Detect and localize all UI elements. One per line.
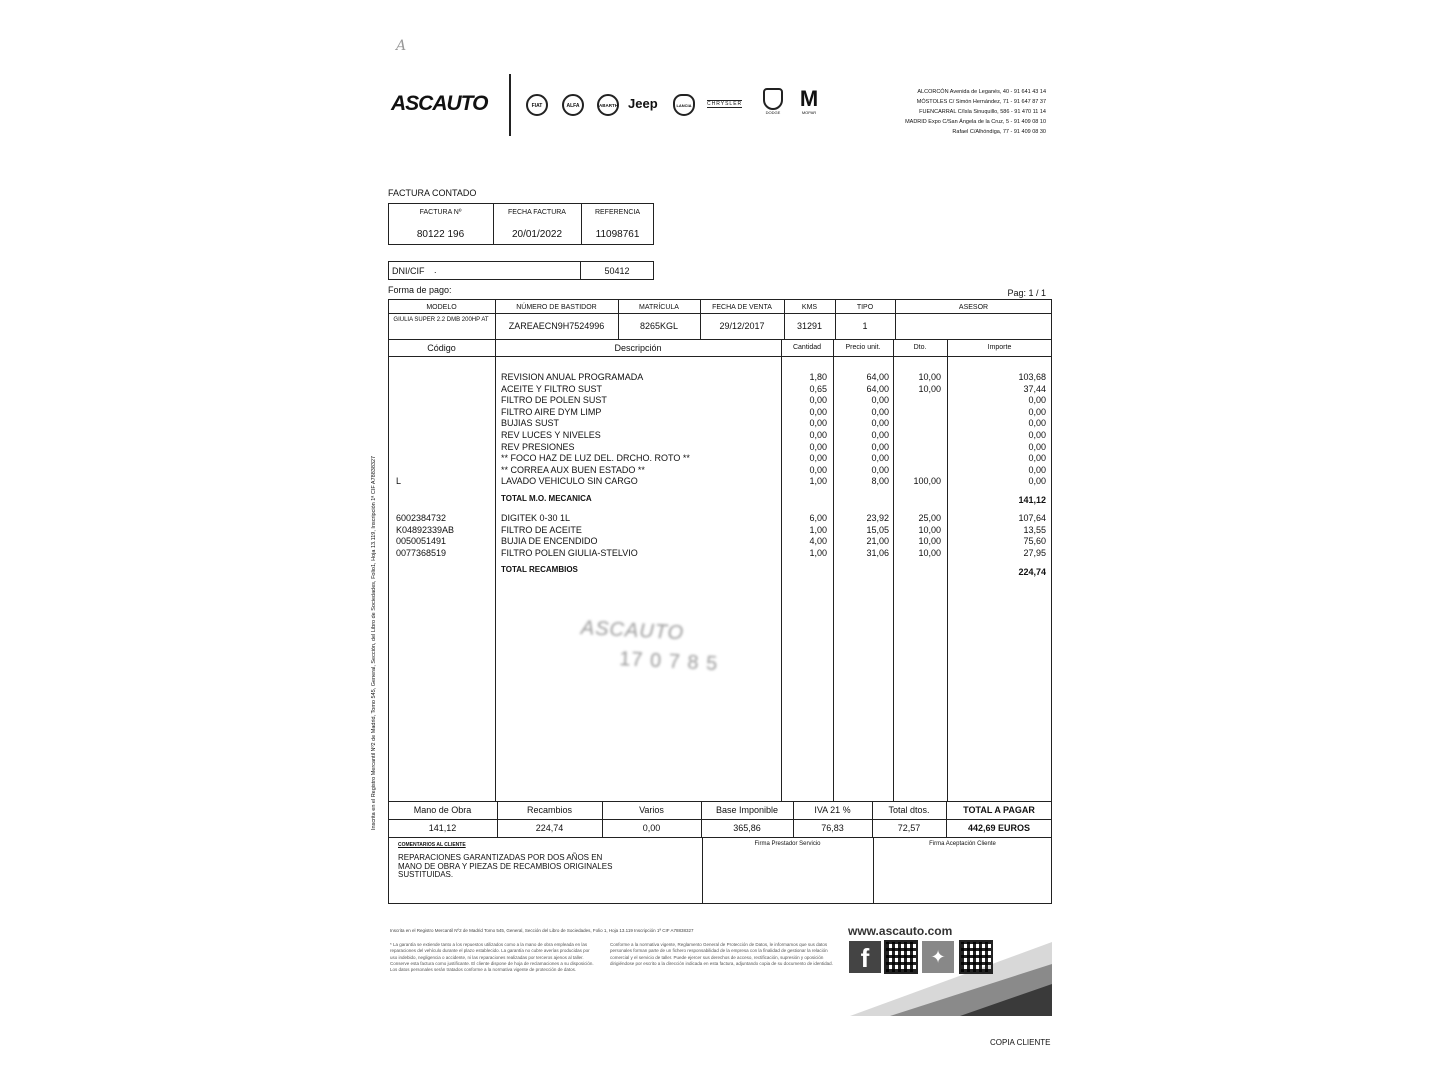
item-qty: 1,00 [809, 524, 827, 535]
items-header-price: Precio unit. [845, 344, 881, 351]
item-dto [896, 407, 941, 419]
parts-total: 224,74 [1018, 567, 1046, 577]
dni-mark: . [434, 265, 437, 275]
comments-label: COMENTARIOS AL CLIENTE [398, 842, 466, 848]
item-code [396, 430, 491, 442]
vehicle-header: KMS [801, 304, 818, 311]
item-dto [896, 395, 941, 407]
item-dto [896, 430, 941, 442]
vehicle-row-bottom [388, 339, 1052, 340]
item-code [396, 384, 491, 396]
parts-qty [784, 513, 827, 559]
item-price: 0,00 [871, 418, 889, 429]
invoice-ref: 11098761 [595, 229, 640, 240]
item-amount: 0,00 [1028, 395, 1046, 406]
parts-dto [896, 513, 941, 559]
comment-line: MANO DE OBRA Y PIEZAS DE RECAMBIOS ORIGINALES [398, 861, 613, 871]
item-amount: 0,00 [1028, 441, 1046, 452]
items-header-amount: Importe [987, 344, 1012, 351]
item-dto: 25,00 [918, 513, 941, 523]
payment-label: Forma de pago: [388, 285, 452, 295]
item-code [396, 453, 491, 465]
item-dto [896, 453, 941, 465]
item-desc: DIGITEK 0-30 1L [501, 513, 571, 523]
item-qty: 1,00 [809, 476, 827, 487]
total-labor: 141,12 [428, 823, 457, 833]
vehicle-sale-date: 29/12/2017 [719, 321, 765, 331]
total-to-pay: 442,69 EUROS [967, 823, 1031, 833]
registry-side-text: Inscrita en el Registro Mercantil Nº2 de Madrid, Tomo 545, General, Sección, del Libro de Sociedades, Folio1, Hoja 13.119, Inscripción 1ª CIF A78838327 [371, 455, 377, 830]
totals-bottom [388, 837, 1052, 838]
items-col [893, 339, 894, 801]
item-amount: 0,00 [1028, 476, 1046, 487]
item-dto: 10,00 [918, 547, 941, 558]
item-amount: 103,68 [1018, 372, 1046, 382]
totals-top [388, 801, 1052, 802]
vehicle-plate: 8265KGL [639, 321, 679, 331]
signature-client-label: Firma Aceptación Cliente [929, 841, 996, 847]
totals-header: Total dtos. [888, 805, 930, 815]
dni-value: 50412 [604, 266, 630, 276]
stamp-line: ASCAUTO [580, 617, 685, 645]
item-dto [896, 418, 941, 430]
item-amount: 0,00 [1028, 418, 1046, 429]
qr-code-icon [959, 940, 993, 974]
item-price: 0,00 [871, 464, 889, 475]
stamp-line: 17 0 7 8 5 [618, 648, 719, 676]
vehicle-vin: ZAREAECN9H7524996 [508, 321, 605, 331]
address-line: Rafael C/Alhóndiga, 77 - 91 409 08 30 [952, 129, 1046, 135]
item-amount: 13,55 [1023, 524, 1046, 535]
item-dto: 10,00 [918, 524, 941, 535]
item-amount: 0,00 [1028, 453, 1046, 464]
item-qty: 0,00 [809, 418, 827, 429]
item-amount: 37,44 [1023, 383, 1046, 394]
item-desc: REV PRESIONES [501, 441, 575, 452]
address-line: MADRID Expo C/San Ángela de la Cruz, 5 - 91 409 08 10 [905, 119, 1046, 125]
item-price: 31,06 [866, 547, 889, 558]
footer-legal-left: * La garantía se extiende tanto a los repuestos utilizados como a la mano de obra empleada en las reparaciones del vehículo durante el plazo establecido. La garantía no cubre averías producidas por uso indebido, negligencia o accidente, ni las reparaciones realizadas por terceros ajenos al taller. Conserve esta factura como justificante. El cliente dispone de hoja de reclamaciones a su disposición. Los datos personales serán tratados conforme a la normativa vigente de protección de datos. [390, 942, 594, 973]
totals-header: IVA 21 % [814, 805, 851, 815]
item-price: 15,05 [866, 524, 889, 535]
page-number: Pag: 1 / 1 [1007, 288, 1046, 298]
vehicle-header: TIPO [856, 304, 874, 311]
parts-amount [950, 513, 1046, 559]
vehicle-kms: 31291 [796, 321, 823, 331]
total-discounts: 72,57 [897, 823, 921, 833]
item-desc: FILTRO AIRE DYM LIMP [501, 406, 602, 417]
website-label: www.ascauto.com [848, 924, 953, 938]
item-desc: ** CORREA AUX BUEN ESTADO ** [501, 464, 645, 475]
item-code: K04892339AB [396, 524, 455, 535]
item-price: 64,00 [866, 372, 889, 382]
vehicle-header: MATRÍCULA [639, 304, 679, 311]
item-qty: 0,00 [809, 464, 827, 475]
twitter-icon[interactable]: ✦ [922, 941, 954, 973]
vehicle-tipo: 1 [862, 321, 868, 331]
comments-text [398, 854, 612, 880]
item-amount: 0,00 [1028, 464, 1046, 475]
item-price: 0,00 [871, 441, 889, 452]
vehicle-header: NÚMERO DE BASTIDOR [516, 304, 597, 311]
labor-dto [896, 372, 941, 488]
items-col [781, 339, 782, 801]
vehicle-header: ASESOR [958, 304, 989, 311]
item-amount: 0,00 [1028, 406, 1046, 417]
item-code: 0050051491 [396, 536, 447, 547]
item-code: L [396, 476, 402, 487]
item-desc: ** FOCO HAZ DE LUZ DEL. DRCHO. ROTO ** [501, 453, 690, 464]
labor-amount [950, 372, 1046, 488]
footer-registry: Inscrita en el Registro Mercantil Nº2 de Madrid Tomo 545, General, Sección del Libro de Sociedades, Folio 1, Hoja 13.119 Inscripción 1ª CIF A78838327 [390, 928, 694, 933]
faded-stamp [579, 617, 771, 679]
dni-label: DNI/CIF [392, 266, 425, 276]
labor-price [836, 372, 889, 488]
abarth-logo-icon: ABARTH [597, 94, 619, 116]
item-price: 21,00 [866, 536, 889, 547]
items-col [947, 339, 948, 801]
item-qty: 1,00 [809, 547, 827, 558]
dodge-logo-icon: DODGE [758, 88, 788, 115]
sig-divider [873, 837, 874, 904]
labor-codes [396, 372, 491, 488]
labor-total: 141,12 [1018, 495, 1046, 505]
item-desc: REVISION ANUAL PROGRAMADA [501, 372, 644, 382]
item-dto [896, 465, 941, 477]
items-col [495, 339, 496, 801]
item-desc: BUJIA DE ENCENDIDO [501, 536, 598, 547]
vehicle-header-bottom [388, 313, 1052, 314]
item-code: 6002384732 [396, 513, 447, 523]
item-qty: 0,00 [809, 395, 827, 406]
invoice-ref-label: REFERENCIA [594, 209, 641, 216]
item-dto: 10,00 [918, 372, 941, 382]
vehicle-header: MODELO [426, 304, 457, 311]
item-dto: 10,00 [918, 383, 941, 394]
footer-legal-right: Conforme a la normativa vigente, Reglamento General de Protección de Datos, le informamos que sus datos personales forman parte de un fichero responsabilidad de la empresa con la finalidad de gestionar la relación comercial y el servicio de taller. Puede ejercer sus derechos de acceso, rectificación, supresión y oposición dirigiéndose por escrito a la dirección indicada en esta factura, adjuntando copia de su documento de identidad. [610, 942, 833, 966]
item-qty: 0,65 [809, 383, 827, 394]
totals-header: Varios [639, 805, 664, 815]
comment-line: REPARACIONES GARANTIZADAS POR DOS AÑOS EN [398, 853, 603, 862]
item-amount: 107,64 [1018, 513, 1046, 523]
item-code [396, 418, 491, 430]
item-desc: FILTRO DE ACEITE [501, 524, 582, 535]
item-price: 0,00 [871, 406, 889, 417]
item-amount: 27,95 [1023, 547, 1046, 558]
items-header-desc: Descripción [614, 343, 662, 353]
labor-descriptions [501, 372, 779, 488]
item-desc: LAVADO VEHICULO SIN CARGO [501, 476, 638, 487]
item-amount: 75,60 [1023, 536, 1046, 547]
items-header-bottom [388, 356, 1052, 357]
item-code [396, 407, 491, 419]
item-qty: 6,00 [809, 513, 827, 523]
items-header-code: Código [427, 343, 456, 353]
logo-divider [509, 74, 511, 136]
items-col [833, 339, 834, 801]
sig-divider [702, 837, 703, 904]
item-dto [896, 442, 941, 454]
item-desc: FILTRO DE POLEN SUST [501, 395, 607, 406]
total-varios: 0,00 [642, 823, 661, 833]
address-line: ALCORCÓN Avenida de Leganés, 40 - 91 641 43 14 [917, 89, 1046, 95]
invoice-number-label: FACTURA Nº [419, 209, 462, 216]
item-price: 8,00 [871, 476, 889, 487]
totals-header: Base Imponible [715, 805, 779, 815]
item-price: 0,00 [871, 453, 889, 464]
item-dto: 100,00 [913, 476, 941, 487]
ascauto-logo: ASCAUTO [391, 92, 488, 115]
parts-descriptions [501, 513, 779, 559]
item-desc: REV LUCES Y NIVELES [501, 429, 601, 440]
item-price: 0,00 [871, 429, 889, 440]
item-desc: FILTRO POLEN GIULIA-STELVIO [501, 547, 638, 558]
invoice-date: 20/01/2022 [511, 229, 563, 240]
item-qty: 0,00 [809, 406, 827, 417]
item-code [396, 372, 491, 384]
totals-mid [388, 819, 1052, 820]
parts-codes [396, 513, 491, 559]
total-parts: 224,74 [535, 823, 564, 833]
mopar-logo-icon: M MOPAR [799, 86, 819, 115]
address-line: MÓSTOLES C/ Simón Hernández, 71 - 91 647 87 37 [916, 99, 1046, 105]
total-iva: 76,83 [821, 823, 844, 833]
item-desc: BUJIAS SUST [501, 418, 560, 429]
item-qty: 4,00 [809, 536, 827, 547]
totals-header-grand: TOTAL A PAGAR [963, 805, 1035, 815]
item-price: 0,00 [871, 395, 889, 406]
labor-total-label: TOTAL M.O. MECANICA [501, 494, 592, 503]
lancia-logo-icon: LANCIA [673, 94, 695, 116]
parts-total-label: TOTAL RECAMBIOS [501, 565, 578, 574]
item-amount: 0,00 [1028, 429, 1046, 440]
parts-price [836, 513, 889, 559]
item-price: 23,92 [866, 513, 889, 523]
facebook-icon[interactable]: f [849, 941, 881, 973]
alfa-romeo-logo-icon: ALFA [562, 94, 584, 116]
vehicle-model: GIULIA SUPER 2.2 DMB 200HP AT [393, 317, 489, 323]
item-code [396, 395, 491, 407]
labor-qty [784, 372, 827, 488]
totals-header: Mano de Obra [413, 805, 472, 815]
handwritten-annotation: A [396, 38, 407, 54]
vehicle-header: FECHA DE VENTA [712, 304, 772, 311]
item-qty: 0,00 [809, 429, 827, 440]
total-base: 365,86 [733, 823, 761, 833]
jeep-logo-icon: Jeep [628, 96, 658, 111]
comment-line: SUSTITUIDAS. [398, 870, 454, 879]
item-code [396, 442, 491, 454]
items-header-dto: Dto. [913, 344, 927, 351]
item-code [396, 465, 491, 477]
qr-code-icon [884, 940, 918, 974]
signature-provider-label: Firma Prestador Servicio [754, 841, 821, 847]
item-qty: 1,80 [809, 372, 827, 382]
item-dto: 10,00 [918, 536, 941, 547]
items-header-qty: Cantidad [792, 344, 822, 351]
item-code: 0077368519 [396, 547, 447, 558]
item-price: 64,00 [866, 383, 889, 394]
chrysler-logo-icon: CHRYSLER [707, 101, 743, 107]
item-qty: 0,00 [809, 453, 827, 464]
item-qty: 0,00 [809, 441, 827, 452]
dealer-addresses [836, 87, 1046, 137]
invoice-date-label: FECHA FACTURA [508, 209, 566, 216]
copy-label: COPIA CLIENTE [990, 1038, 1051, 1047]
invoice-number: 80122 196 [416, 229, 465, 240]
address-line: FUENCARRAL C/Isla Sinuquillo, 586 - 91 470 11 14 [919, 109, 1046, 115]
fiat-logo-icon: FIAT [526, 94, 548, 116]
invoice-type: FACTURA CONTADO [388, 188, 477, 198]
item-desc: ACEITE Y FILTRO SUST [501, 383, 603, 394]
totals-header: Recambios [526, 805, 573, 815]
